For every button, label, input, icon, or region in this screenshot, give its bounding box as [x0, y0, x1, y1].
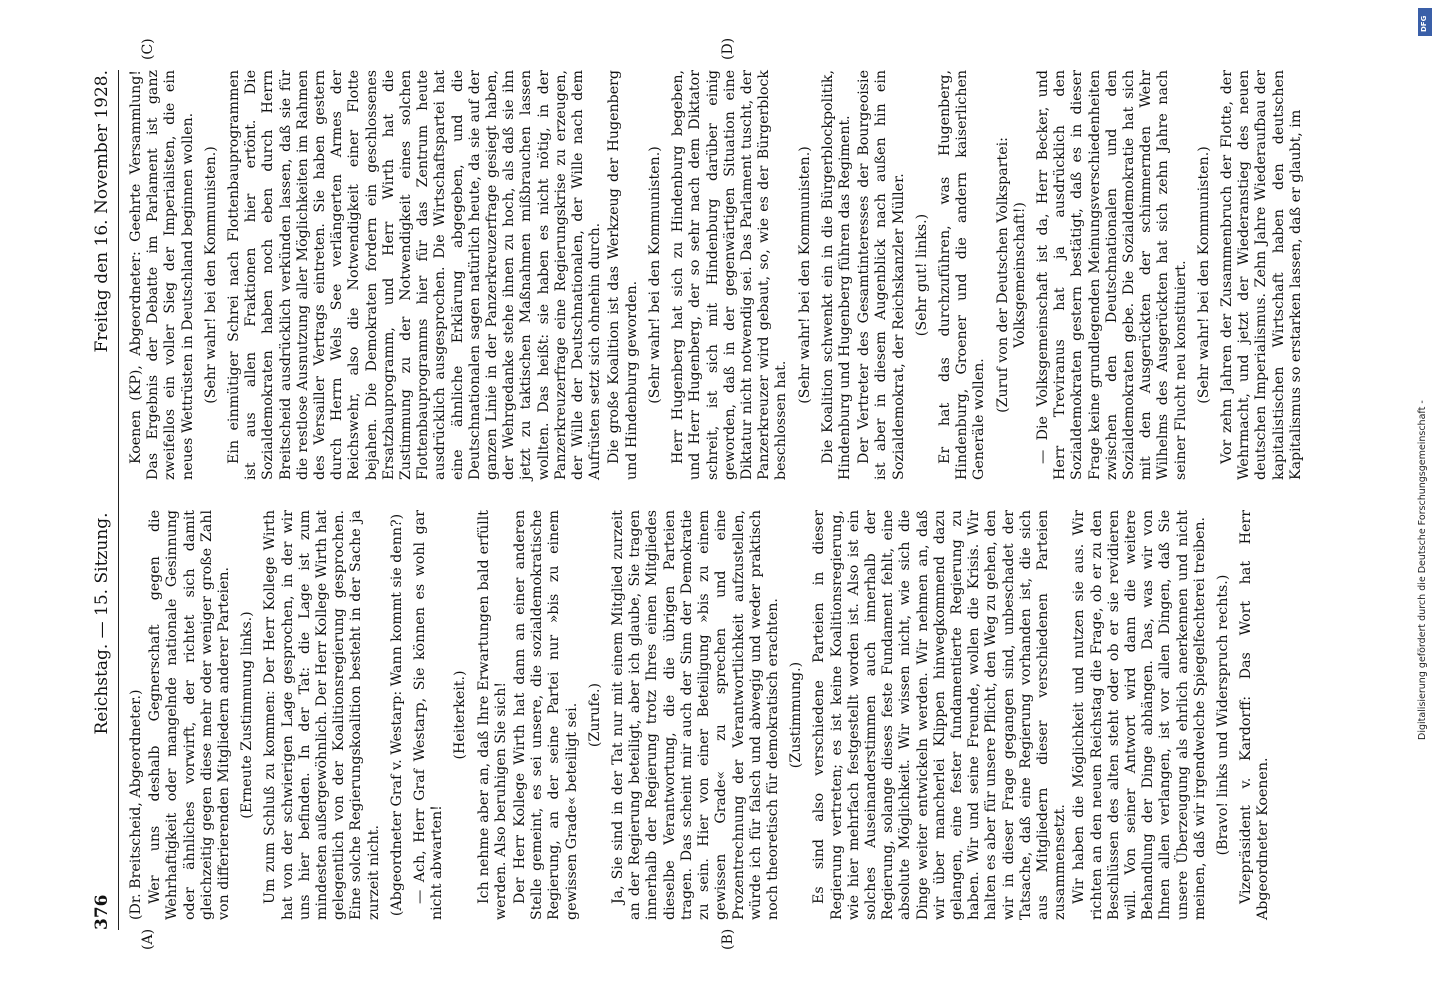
dfg-logo: DFG	[1418, 8, 1432, 36]
interjection: (Sehr wahr! bei den Kommunisten.)	[202, 146, 219, 404]
paragraph: — Ach, Herr Graf Westarp, Sie können es wohl gar nicht abwarten!	[412, 510, 446, 920]
page-header	[92, 70, 112, 930]
interjection: (Abgeordneter Graf v. Westarp: Wann kommt sie denn?)	[388, 513, 405, 917]
interjection: (Zustimmung.)	[788, 661, 805, 769]
paragraph: Wir haben die Möglichkeit und nutzen sie aus. Wir richten an den neuen Reichstag die Frage, ob er zu den Beschlüssen des alten steht oder ob er sie revidieren will. Von seiner Antwort wird dann die weitere Behandlung der Dinge abhängen. Das, was wir von Ihnen allen verlangen, ist vor allen Dingen, daß Sie unsere Überzeugung als ehrlich anerkennen und nicht meinen, daß wir irgendwelche Spiegelfechterei treiben.	[1071, 510, 1208, 920]
paragraph: Die große Koalition ist das Werkzeug der Hugenberg und Hindenburg geworden.	[606, 70, 640, 480]
left-column	[128, 510, 1275, 920]
interjection: (Zurufe.)	[586, 682, 603, 748]
interjection: (Erneute Zustimmung links.)	[239, 611, 256, 819]
page-number: 376	[92, 894, 112, 930]
paragraph: Herr Hugenberg hat sich zu Hindenburg begeben, und Herr Hugenberg, der so sehr nach dem Diktator schreit, ist sich mit Hindenburg darüber einig geworden, daß in der gegenwärtigen Situation eine Diktatur nicht notwendig sei. Das Parlament tuscht, der Panzerkreuzer wird gebaut, so, wie es der Bürgerblock beschlossen hat.	[670, 70, 790, 480]
interjection: (Sehr wahr! bei den Kommunisten.)	[1195, 146, 1212, 404]
paragraph: (Dr. Breitscheid, Abgeordneter.)	[128, 689, 144, 920]
interjection: (Sehr gut! links.)	[913, 213, 930, 337]
paragraph: Wer uns deshalb Gegnerschaft gegen die Wehrhaftigkeit oder mangelnde nationale Gesinnung oder ähnliches vorwirft, der richtet sich damit gleichzeitig gegen diese mehr oder weniger große Zahl von differierenden Mitgliedern anderer Parteien.	[147, 510, 233, 920]
paragraph: Der Vertreter des Gesamtinteresses der Bourgeoisie ist aber in diesem Augenblick nach außen hin ein Sozialdemokrat, der Reichskanzler Müller.	[856, 70, 907, 480]
margin-marker-b: (B)	[720, 928, 736, 950]
paragraph: — Die Volksgemeinschaft ist da, Herr Becker, und Herr Treviranus hat ja ausdrücklich den Sozialdemokraten gestern bestätigt, daß es in dieser Frage keine grundlegenden Meinungsverschiedenheiten zwischen den Deutschnationalen und den Sozialdemokraten gebe. Die Sozialdemokratie hat sich mit den Ausgerückten der schimmernden Wehr Wilhelms des Ausgerückten hat sich zehn Jahre nach seiner Flucht neu konstituiert.	[1034, 70, 1189, 480]
paragraph: Er hat das durchzuführen, was Hugenberg, Hindenburg, Groener und die andern kaiserlichen Generäle wollen.	[936, 70, 988, 480]
funding-sidebar	[1414, 0, 1434, 1000]
session-title: Reichstag. — 15. Sitzung.	[92, 512, 112, 735]
session-date: Freitag den 16. November 1928.	[92, 70, 112, 353]
margin-marker-a: (A)	[140, 928, 156, 950]
paragraph: Ein einmütiger Schrei nach Flottenbauprogrammen ist aus allen Fraktionen hier ertönt. Die Sozialdemokraten haben noch eben durch Herrn Breitscheid ausdrücklich verkünden lassen, daß sie für die restlose Ausnutzung aller Möglichkeiten im Rahmen des Versailler Vertrags eintreten. Sie haben gestern durch Herrn Wels See verlängerten Armes der Reichswehr, also die Notwendigkeit einer Flotte bejahen. Die Demokraten fordern ein geschlossenes Ersatzbauprogramm, und Herr Wirth hat die Zustimmung zu der Notwendigkeit eines solchen Flottenbauprogramms hier für das Zentrum heute ausdrücklich ausgesprochen. Die Wirtschaftspartei hat eine ähnliche Erklärung abgegeben, und die Deutschnationalen sagen natürlich heute, da sie auf der ganzen Linie in der Panzerkreuzerfrage gesiegt haben, der Wehrgedanke stehe ihnen zu hoch, als daß sie ihn jetzt zu taktischen Maßnahmen mißbrauchen lassen wollten. Das heißt: sie haben es nicht nötig, in der Panzerkreuzerfrage eine Regierungskrise zu erzeugen, der Wille der Deutschnationalen, der Wille nach dem Aufrüsten setzt sich ohnehin durch.	[226, 70, 604, 480]
paragraph: Der Herr Kollege Wirth hat dann an einer anderen Stelle gemeint, es sei unsere, die sozialdemokratische Regierung, an der seine Partei nur »bis zu einem gewissen Grade« beteiligt sei.	[512, 510, 580, 920]
funding-note: Digitalisierung gefördert durch die Deutsche Forschungsgemeinschaft -	[1417, 400, 1428, 740]
interjection: (Sehr wahr! bei den Kommunisten.)	[646, 146, 663, 404]
right-column	[128, 70, 1307, 480]
paragraph: Ja, Sie sind in der Tat nur mit einem Mitglied zurzeit an der Regierung beteiligt, aber ich glaube, Sie tragen innerhalb der Regierung trotz Ihres einen Mitgliedes dieselbe Verantwortung, die die übrigen Parteien tragen. Das scheint mir auch der Sinn der Demokratie zu sein. Hier von einer Beteiligung »bis zu einem gewissen Grade« zu sprechen und eine Prozentrechnung der Verantwortlichkeit aufzustellen, würde ich für falsch und abwegig und weder praktisch noch theoretisch für demokratisch erachten.	[610, 510, 781, 920]
header-rule	[118, 70, 119, 930]
paragraph: Um zum Schluß zu kommen: Der Herr Kollege Wirth hat von der schwierigen Lage gesprochen, in der wir uns hier befinden. In der Tat: die Lage ist zum mindesten außergewöhnlich. Der Herr Kollege Wirth hat gelegentlich von der Koalitionsregierung gesprochen. Eine solche Regierungskoalition besteht in der Sache ja zurzeit nicht.	[262, 510, 382, 920]
margin-marker-d: (D)	[720, 37, 736, 60]
paragraph: Es sind also verschiedene Parteien in dieser Regierung vertreten; es ist keine Koalitionsregierung, wie hier mehrfach festgestellt worden ist. Also ist ein solches Auseinanderstimmen auch innerhalb der Regierung, solange dieses feste Fundament fehlt, eine absolute Möglichkeit. Wir wissen nicht, wie sich die Dinge weiter entwickeln werden. Wir nehmen an, daß wir über mancherlei Klippen hinwegkommend dazu gelangen, eine fester fundamentierte Regierung zu haben. Wir und seine Freunde, wollen die Krisis. Wir halten es aber für unsere Pflicht, den Weg zu gehen, den wir in dieser Frage gegangen sind, unbeschadet der Tatsache, daß eine Regierung vorhanden ist, die sich aus Mitgliedern dieser verschiedenen Parteien zusammensetzt.	[811, 510, 1069, 920]
margin-marker-c: (C)	[140, 38, 156, 60]
interjection: (Sehr wahr! bei den Kommunisten.)	[796, 146, 813, 404]
paragraph: Vor zehn Jahren der Zusammenbruch der Flotte, der Wehrmacht, und jetzt der Wiederanstieg des neuen deutschen Imperialismus. Zehn Jahre Wiederaufbau der kapitalistischen Wirtschaft haben den deutschen Kapitalismus so erstarken lassen, daß er glaubt, im	[1218, 70, 1304, 480]
paragraph: Die Koalition schwenkt ein in die Bürgerblockpolitik, Hindenburg und Hugenberg führen das Regiment.	[819, 70, 853, 480]
paragraph: Koenen (KP), Abgeordneter: Geehrte Versammlung! Das Ergebnis der Debatte im Parlament ist ganz zweifellos ein voller Sieg der Imperialisten, die ein neues Wettrüsten in Deutschland beginnen wollen.	[128, 70, 196, 480]
paragraph: Vizepräsident v. Kardorff: Das Wort hat Herr Abgeordneter Koenen.	[1238, 510, 1272, 920]
paragraph: Ich nehme aber an, daß Ihre Erwartungen bald erfüllt werden. Also beruhigen Sie sich!	[475, 510, 509, 920]
interjection: (Heiterkeit.)	[452, 670, 469, 760]
interjection: (Zuruf von der Deutschen Volkspartei: Volksgemeinschaft!)	[994, 137, 1028, 413]
interjection: (Bravo! links und Widerspruch rechts.)	[1214, 574, 1231, 856]
